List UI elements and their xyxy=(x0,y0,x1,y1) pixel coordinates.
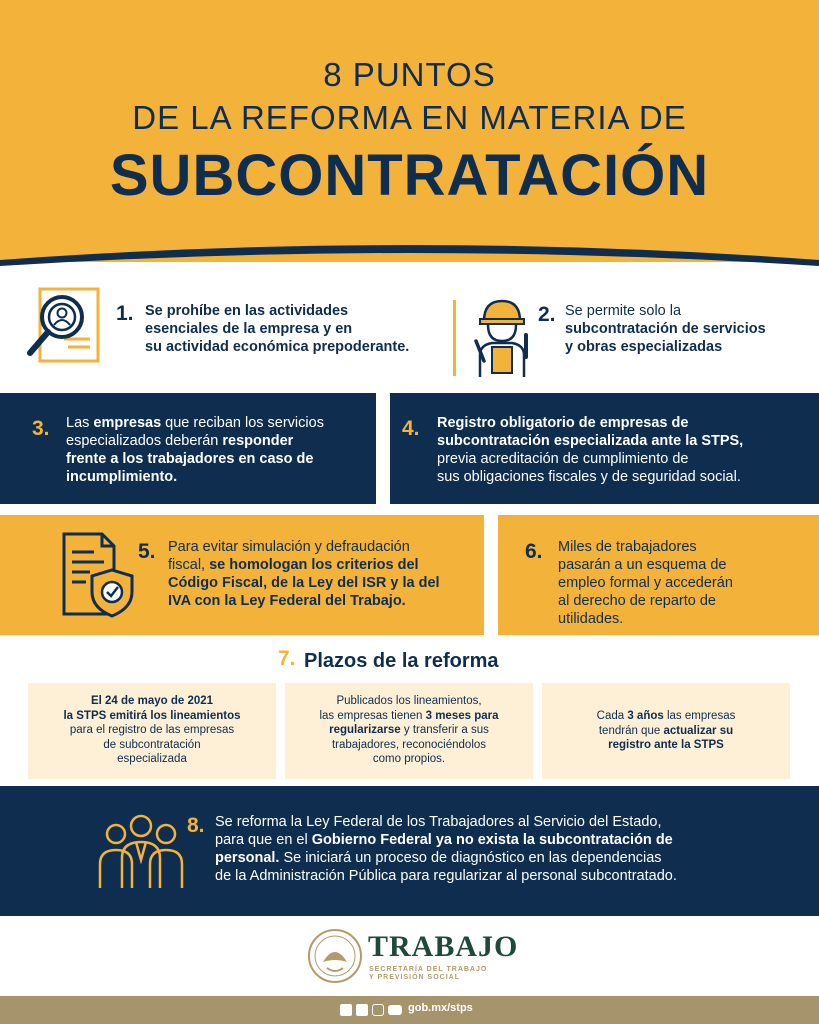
point-8-line-3b: Se iniciará un proceso de diagnóstico en las dependencias xyxy=(279,850,662,866)
point-6-number: 6. xyxy=(525,540,543,563)
point-4-line-1: Registro obligatorio de empresas de xyxy=(437,415,689,431)
point-1-line-3: su actividad económica prepoderante. xyxy=(145,339,410,355)
instagram-icon[interactable] xyxy=(372,1004,384,1016)
plazo-2-line-2a: las empresas tienen xyxy=(319,709,426,722)
point-1-line-2: esenciales de la empresa y en xyxy=(145,321,353,337)
plazo-2-line-2b: 3 meses para xyxy=(425,709,499,722)
point-3-text xyxy=(66,414,371,486)
plazo-1-line-1: El 24 de mayo de 2021 xyxy=(90,695,214,707)
point-1-number: 1. xyxy=(116,302,134,325)
logo-name: TRABAJO xyxy=(368,930,519,963)
point-3-text-a: Las xyxy=(66,415,94,431)
plazo-2-line-4: trabajadores, reconociéndolos xyxy=(331,738,487,751)
point-8-line-1: Se reforma la Ley Federal de los Trabajadores al Servicio del Estado, xyxy=(215,814,662,830)
point-3-number: 3. xyxy=(32,417,50,440)
logo-sub-1: SECRETARÍA DEL TRABAJO xyxy=(369,966,488,973)
point-3-line-4: incumplimiento. xyxy=(66,469,178,485)
point-2-line-3: y obras especializadas xyxy=(565,339,723,355)
plazo-1-line-3: para el registro de las empresas xyxy=(69,724,235,736)
point-6-line-4: al derecho de reparto de xyxy=(558,593,716,609)
point-5-line-4: IVA con la Ley Federal del Trabajo. xyxy=(168,593,406,609)
point-6-line-3: empleo formal y accederán xyxy=(558,575,733,591)
point-3-text-c: que reciban los servicios xyxy=(161,415,324,431)
point-1-text xyxy=(145,302,445,356)
point-4-line-2: subcontratación especializada ante la STPS, xyxy=(437,433,744,449)
point-2-line-2: subcontratación de servicios xyxy=(565,321,766,337)
plazo-2-line-1: Publicados los lineamientos, xyxy=(336,695,482,707)
point-8-line-2b: Gobierno Federal ya no exista la subcontratación de xyxy=(311,832,673,848)
point-4-line-3: previa acreditación de cumplimiento de xyxy=(437,451,689,467)
title-line-1: 8 PUNTOS xyxy=(323,56,496,93)
point-6-line-5: utilidades. xyxy=(558,611,624,627)
plazo-1-line-5: especializada xyxy=(117,753,187,765)
point-5-number: 5. xyxy=(138,540,156,563)
mexico-seal-icon xyxy=(307,928,363,984)
point-7-number: 7. xyxy=(278,647,296,670)
search-document-icon xyxy=(24,287,102,365)
title-line-3: SUBCONTRATACIÓN xyxy=(109,143,710,208)
logo-sub-2: Y PREVISIÓN SOCIAL xyxy=(369,974,460,981)
plazo-2-line-5: como propios. xyxy=(372,753,446,765)
point-3-line-2a: especializados deberán xyxy=(66,433,223,449)
people-group-icon xyxy=(96,812,186,890)
point-4-text xyxy=(437,414,817,486)
plazo-card-2 xyxy=(285,683,533,779)
plazo-3-line-1b: 3 años xyxy=(627,710,664,722)
point-2-text xyxy=(565,302,815,356)
point-5-line-3: Código Fiscal, de la Ley del ISR y la del xyxy=(168,575,440,591)
plazo-3-line-2b: actualizar su xyxy=(663,724,734,737)
point-8-line-4: de la Administración Pública para regularizar al personal subcontratado. xyxy=(215,868,677,884)
point-5-line-1: Para evitar simulación y defraudación xyxy=(168,539,410,555)
point-5-text xyxy=(168,538,478,610)
point-6-text xyxy=(558,538,813,628)
worker-icon xyxy=(470,295,534,379)
plazo-card-1 xyxy=(28,683,276,779)
point-5-line-2a: fiscal, xyxy=(168,557,210,573)
plazo-3-line-3: registro ante la STPS xyxy=(608,739,724,751)
header-wave xyxy=(0,230,819,275)
shield-document-icon xyxy=(60,530,136,620)
point-8-number: 8. xyxy=(187,814,205,837)
point-4-line-4: sus obligaciones fiscales y de seguridad social. xyxy=(437,469,741,485)
footer-url[interactable]: gob.mx/stps xyxy=(408,1002,473,1014)
point-8-text xyxy=(215,813,815,885)
facebook-icon[interactable] xyxy=(340,1004,352,1016)
title-line-2: DE LA REFORMA EN MATERIA DE xyxy=(132,99,687,136)
plazo-card-3 xyxy=(542,683,790,779)
youtube-icon[interactable] xyxy=(388,1005,402,1015)
point-7-title: Plazos de la reforma xyxy=(304,650,499,672)
point-8-line-2a: para que en el xyxy=(215,832,312,848)
point-3-line-2b: responder xyxy=(222,433,294,449)
point-2-line-1: Se permite solo la xyxy=(565,303,682,319)
point-5-line-2b: se homologan los criterios del xyxy=(209,557,419,573)
twitter-icon[interactable] xyxy=(356,1004,368,1016)
point-8-line-3a: personal. xyxy=(215,850,280,866)
plazo-3-line-1a: Cada xyxy=(596,710,628,722)
plazo-1-line-2: la STPS emitirá los lineamientos xyxy=(63,709,241,722)
logo-subtitle xyxy=(369,966,487,982)
divider xyxy=(453,300,456,376)
plazo-1-line-4: de subcontratación xyxy=(103,738,201,751)
plazo-3-line-2a: tendrán que xyxy=(598,724,664,737)
point-4-number: 4. xyxy=(402,417,420,440)
point-2-number: 2. xyxy=(538,303,556,326)
point-6-line-1: Miles de trabajadores xyxy=(558,539,697,555)
point-6-line-2: pasarán a un esquema de xyxy=(558,557,727,573)
point-1-line-1: Se prohíbe en las actividades xyxy=(145,303,349,319)
plazo-2-line-3a: regularizarse xyxy=(329,724,401,736)
point-3-text-b: empresas xyxy=(93,415,162,431)
point-3-line-3: frente a los trabajadores en caso de xyxy=(66,451,314,467)
plazo-2-line-3b: y transferir a sus xyxy=(400,724,489,736)
plazo-3-line-1c: las empresas xyxy=(663,710,736,722)
